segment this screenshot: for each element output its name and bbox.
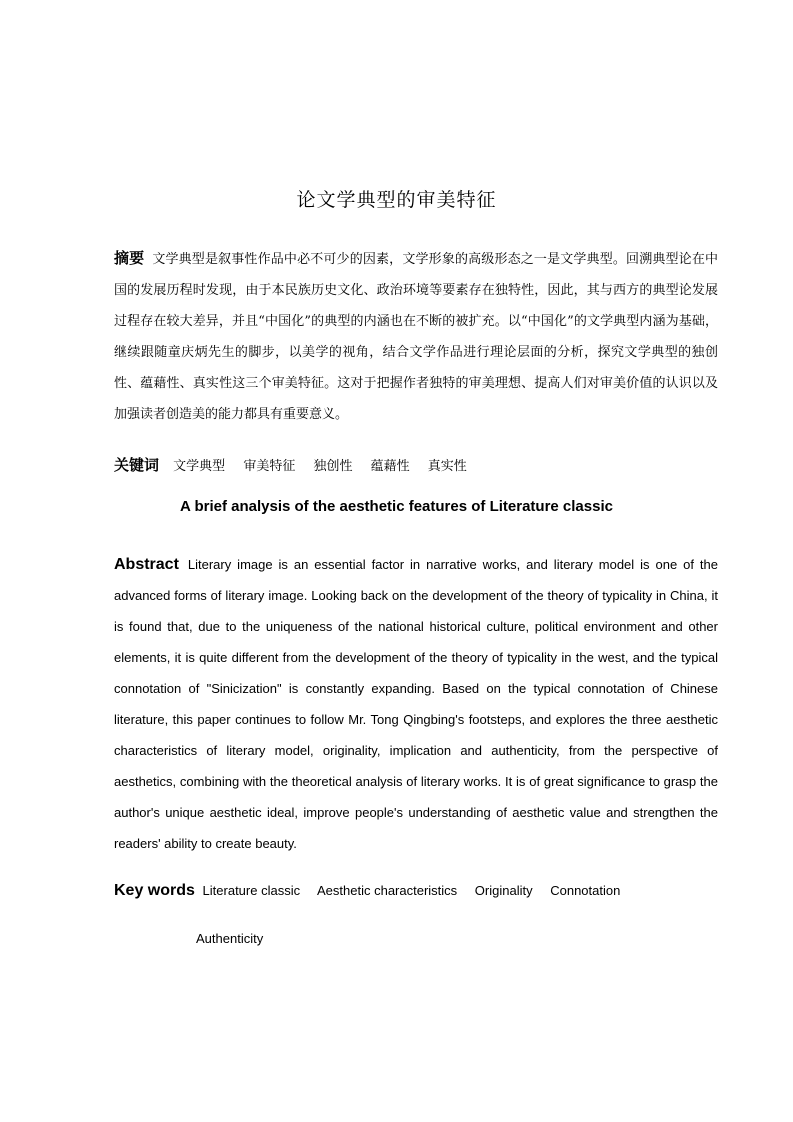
english-keyword-continued: Authenticity [196,931,264,946]
chinese-keywords [114,452,718,480]
english-keyword: Originality [474,883,533,898]
chinese-keyword: 审美特征 [243,459,296,474]
english-abstract-label: Abstract [114,556,179,573]
chinese-keyword: 独创性 [313,459,353,474]
english-keywords [114,878,718,904]
english-abstract-text: Literary image is an essential factor in narrative works, and literary model is one of the advanced forms of literary image. Looking back on the development of the theory of typicality in China, it is found that, due to the uniqueness of the national historical culture, political environment and other elements, it is quite different from the development of the theory of typicality in the west, and the typical connotation of "Sinicization" is constantly expanding. Based on the typical connotation of Chinese literature, this paper continues to follow Mr. Tong Qingbing's footsteps, and explores the three aesthetic characteristics of literary model, originality, implication and authenticity, from the perspective of aesthetics, combining with the theoretical analysis of literary works. It is of great significance to grasp the author's unique aesthetic ideal, improve people's understanding of aesthetic value and strengthen the readers' ability to create beauty. [114,557,718,851]
english-keyword: Literature classic [202,883,301,898]
chinese-abstract [114,243,718,430]
english-keyword: Connotation [550,883,621,898]
english-keyword: Aesthetic characteristics [317,883,458,898]
english-abstract [114,549,718,859]
english-title: A brief analysis of the aesthetic features of Literature classic [180,498,613,515]
english-keywords-label: Key words [114,882,195,899]
chinese-keywords-label: 关键词 [114,456,160,474]
chinese-keyword: 蕴藉性 [370,459,410,474]
chinese-abstract-label: 摘要 [114,249,145,267]
chinese-abstract-text: 文学典型是叙事性作品中必不可少的因素，文学形象的高级形态之一是文学典型。回溯典型论在中国的发展历程时发现，由于本民族历史文化、政治环境等要素存在独特性，因此，其与西方的典型论发展过程存在较大差异，并且“中国化”的典型的内涵也在不断的被扩充。以“中国化”的文学典型内涵为基础，继续跟随童庆炳先生的脚步，以美学的视角，结合文学作品进行理论层面的分析，探究文学典型的独创性、蕴藉性、真实性这三个审美特征。这对于把握作者独特的审美理想、提高人们对审美价值的认识以及加强读者创造美的能力都具有重要意义。 [114,252,718,422]
chinese-keyword: 文学典型 [173,459,226,474]
chinese-title: 论文学典型的审美特征 [296,189,497,211]
chinese-keyword: 真实性 [427,459,467,474]
